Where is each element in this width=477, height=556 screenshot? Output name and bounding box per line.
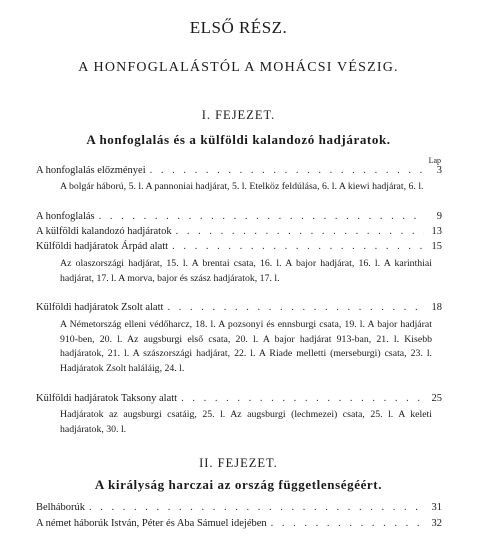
leader-dots	[172, 241, 424, 252]
toc-entry	[36, 302, 442, 313]
chapter-1-number: I. FEJEZET.	[201, 108, 276, 122]
toc-subentries: A Németország elleni védőharcz, 18. l. A pozsonyi és ennsburgi csata, 19. l. A bajor hadjárat 910-ben, 20. l. Az augsburgi első csata, 20. l. A bajor hadjárat 913-ban, 21. l. Kisebb hadjáratok, 21. l. A szászországi hadjárat, 22. l. A Riade melletti (merseburgi) csata, 23. l. Hadjáratok Zsolt haláláig, 24. l.	[60, 319, 432, 374]
toc-entry	[36, 393, 442, 404]
toc-entry-page: 13	[431, 226, 442, 237]
toc-entry-label: Külföldi hadjáratok Taksony alatt	[36, 393, 178, 404]
toc-entry-label: A honfoglalás előzményei	[36, 165, 146, 176]
chapter-2-title: A királyság harczai az ország függetlenségéért.	[94, 477, 383, 492]
book-title: A HONFOGLALÁSTÓL A MOHÁCSI VÉSZIG.	[78, 60, 399, 75]
toc-entry-page: 31	[431, 502, 442, 513]
leader-dots	[271, 518, 424, 529]
toc-entry-label: A német háborúk István, Péter és Aba Sámuel idejében	[36, 518, 267, 529]
toc-entry-page: 18	[431, 302, 442, 313]
leader-dots	[89, 502, 424, 513]
toc-entry-page: 3	[436, 165, 442, 176]
toc-entry-page: 9	[436, 211, 442, 222]
leader-dots	[150, 165, 424, 176]
leader-dots	[99, 211, 424, 222]
toc-entry-label: A honfoglalás	[36, 211, 95, 222]
toc-subentries: A bolgár háború, 5. l. A pannoniai hadjárat, 5. l. Etelköz feldúlása, 6. l. A kiewi hadjárat, 6. l.	[60, 181, 424, 192]
toc-entry-label: Külföldi hadjáratok Zsolt alatt	[36, 302, 164, 313]
toc-subentries: Az olaszországi hadjárat, 15. l. A brentai csata, 16. l. A bajor hadjárat, 16. l. A karinthiai hadjárat, 17. l. A morva, bajor és szász hadjáratok, 17. l.	[60, 258, 432, 284]
page-column-header: Lap	[428, 156, 441, 165]
toc-entry-page: 32	[431, 518, 442, 529]
chapter-1-title: A honfoglalás és a külföldi kalandozó hadjáratok.	[86, 132, 391, 147]
toc-entry	[36, 226, 442, 237]
leader-dots	[176, 226, 424, 237]
toc-entry-page: 15	[431, 241, 442, 252]
toc-entry	[36, 211, 442, 222]
toc-entry	[36, 518, 442, 529]
toc-entry-page: 25	[431, 393, 442, 404]
toc-subentries: Hadjáratok az augsburgi csatáig, 25. l. Az augsburgi (lechmezei) csata, 25. l. A keleti hadjáratok, 30. l.	[60, 409, 432, 435]
toc-entry	[36, 165, 442, 176]
toc-entry	[36, 502, 442, 513]
toc-entry-label: Belháborúk	[36, 502, 85, 513]
chapter-2-number: II. FEJEZET.	[199, 456, 278, 470]
part-title: ELSŐ RÉSZ.	[189, 18, 288, 37]
toc-entry	[36, 241, 442, 252]
leader-dots	[181, 393, 424, 404]
toc-entry-label: A külföldi kalandozó hadjáratok	[36, 226, 172, 237]
leader-dots	[167, 302, 424, 313]
toc-entry-label: Külföldi hadjáratok Árpád alatt	[36, 241, 169, 252]
